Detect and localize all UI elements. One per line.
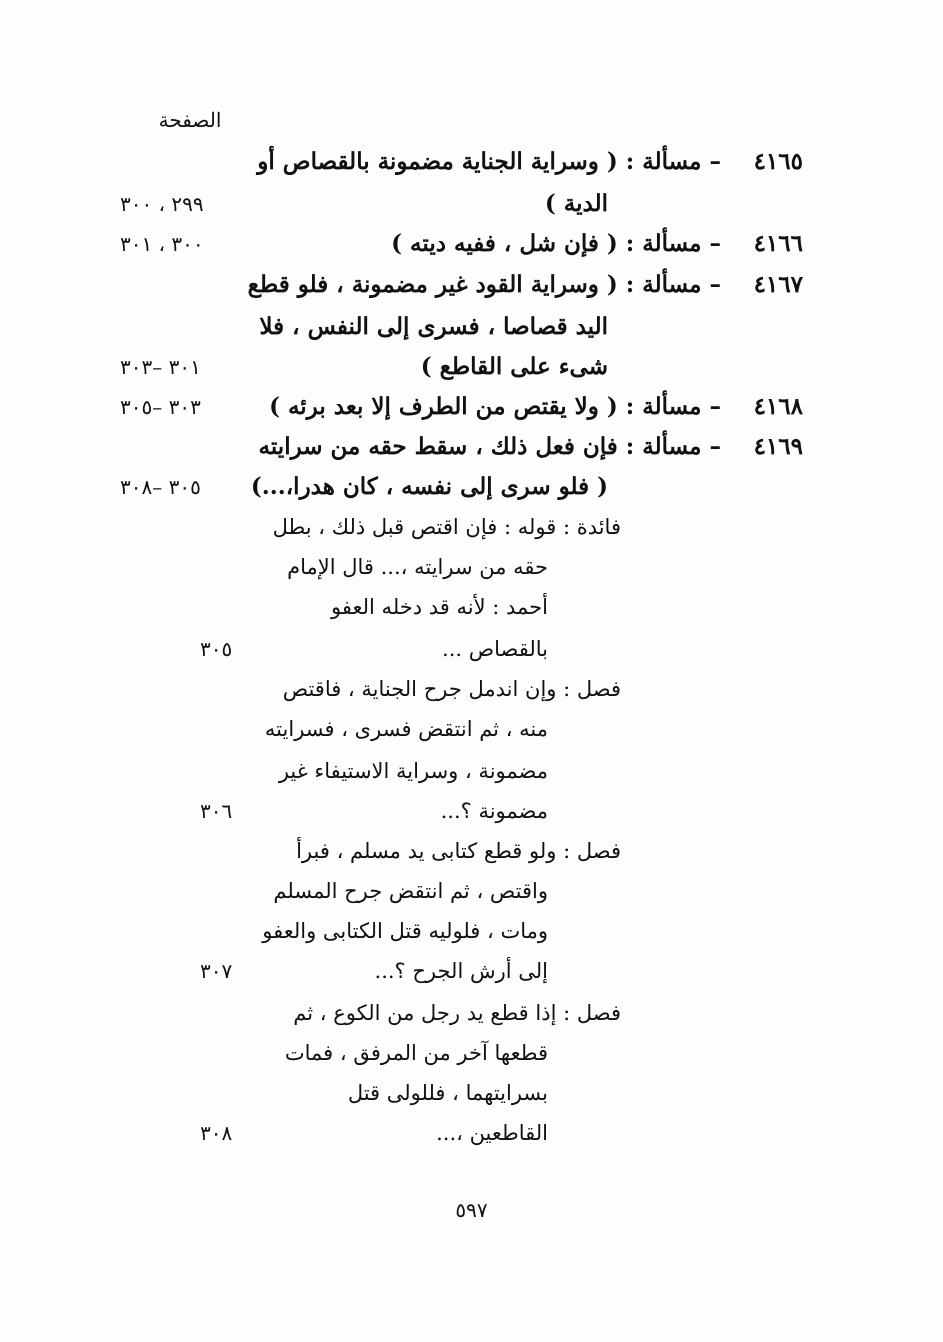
entry-number: ٤١٦٥: [753, 148, 803, 175]
entry-text-line: – مسألة : ( وسراية الجناية مضمونة بالقصاص أو: [257, 148, 721, 175]
note-text-line: إلى أرش الجرح ؟...: [374, 959, 548, 983]
entry-pages: ٣٠٠ ، ٣٠١: [120, 232, 204, 256]
entry-pages: ٣٠٥ –٣٠٨: [120, 475, 201, 499]
note-page: ٣٠٧: [200, 959, 233, 983]
note-page: ٣٠٨: [200, 1121, 233, 1145]
note-text-line: مضمونة ؟...: [440, 799, 548, 823]
entry-text-line: اليد قصاصا ، فسرى إلى النفس ، فلا: [259, 313, 608, 340]
note-text-line: فصل : ولو قطع كتابى يد مسلم ، فبرأ: [296, 839, 621, 863]
note-page: ٣٠٥: [200, 637, 233, 661]
page-column-header: الصفحة: [158, 108, 222, 132]
entry-number: ٤١٦٦: [753, 230, 803, 257]
entry-text-line: ( فلو سرى إلى نفسه ، كان هدرا،...): [250, 473, 608, 500]
entry-number: ٤١٦٨: [753, 393, 803, 420]
entry-text-line: شىء على القاطع ): [420, 353, 608, 380]
note-text-line: القاطعين ،...: [436, 1121, 548, 1145]
note-text-line: منه ، ثم انتقض فسرى ، فسرايته: [264, 717, 548, 741]
entry-text-line: – مسألة : فإن فعل ذلك ، سقط حقه من سرايته: [258, 433, 721, 460]
note-text-line: قطعها آخر من المرفق ، فمات: [284, 1041, 548, 1065]
entry-pages: ٣٠١ –٣٠٣: [120, 355, 201, 379]
note-text-line: ومات ، فلوليه قتل الكتابى والعفو: [262, 919, 548, 943]
note-text-line: مضمونة ، وسراية الاستيفاء غير: [278, 759, 548, 783]
note-text-line: فصل : إذا قطع يد رجل من الكوع ، ثم: [293, 1001, 621, 1025]
entry-number: ٤١٦٧: [753, 271, 803, 298]
entry-pages: ٢٩٩ ، ٣٠٠: [120, 192, 204, 216]
note-text-line: فصل : وإن اندمل جرح الجناية ، فاقتص: [282, 677, 621, 701]
entry-text-line: – مسألة : ( ولا يقتص من الطرف إلا بعد برئه ): [269, 393, 721, 420]
entry-text-line: الدية ): [544, 190, 608, 217]
note-text-line: حقه من سرايته ،... قال الإمام: [287, 555, 548, 579]
entry-text-line: – مسألة : ( فإن شل ، ففيه ديته ): [391, 230, 721, 257]
note-text-line: أحمد : لأنه قد دخله العفو: [331, 595, 548, 619]
note-page: ٣٠٦: [200, 799, 233, 823]
note-text-line: واقتص ، ثم انتقض جرح المسلم: [273, 879, 548, 903]
note-text-line: بالقصاص ...: [442, 637, 548, 661]
entry-text-line: – مسألة : ( وسراية القود غير مضمونة ، فلو قطع: [247, 271, 721, 298]
entry-number: ٤١٦٩: [753, 433, 803, 460]
note-text-line: فائدة : قوله : فإن اقتص قبل ذلك ، بطل: [272, 515, 621, 539]
entry-pages: ٣٠٣ –٣٠٥: [120, 395, 201, 419]
page-number: ٥٩٧: [455, 1198, 488, 1222]
note-text-line: بسرايتهما ، فللولى قتل: [347, 1081, 548, 1105]
